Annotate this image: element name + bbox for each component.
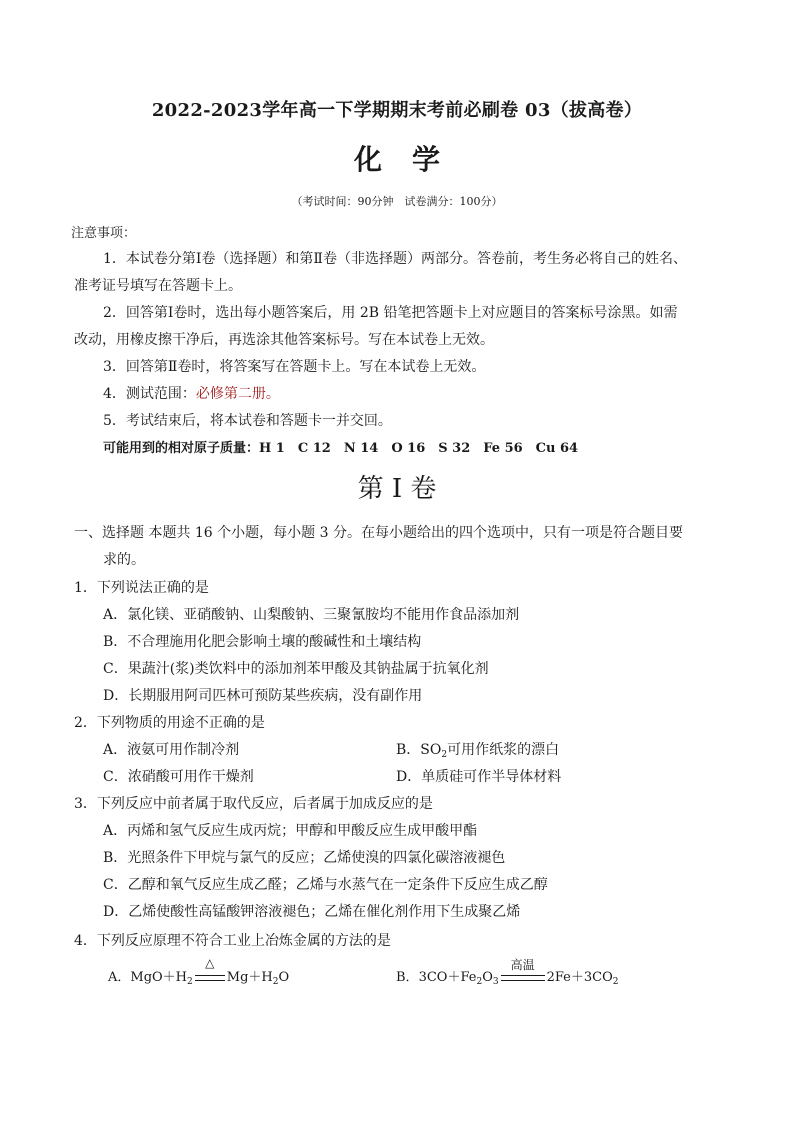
note-item-1-line-2: 准考证号填写在答题卡上。 bbox=[74, 278, 242, 294]
question-4-option-b bbox=[396, 958, 619, 987]
equation-b-equals bbox=[501, 975, 545, 981]
section-intro-line-1: 一、选择题 本题共 16 个小题，每小题 3 分。在每小题给出的四个选项中，只有一项是符合题目要 bbox=[74, 525, 683, 541]
question-3-option-a: A．丙烯和氢气反应生成丙烷；甲醇和甲酸反应生成甲酸甲酯 bbox=[103, 823, 478, 839]
high-temperature-condition: 高温 bbox=[510, 958, 535, 972]
test-scope: 必修第二册。 bbox=[195, 386, 280, 402]
equation-b-products: 2Fe＋3CO bbox=[546, 970, 613, 985]
equation-a-products: Mg＋H bbox=[226, 970, 273, 985]
note-item-2-line-2: 改动，用橡皮擦干净后，再选涂其他答案标号。写在本试卷上无效。 bbox=[74, 332, 494, 348]
question-2-option-b-text: 可用作纸浆的漂白 bbox=[447, 742, 560, 758]
question-2-option-d: D．单质硅可作半导体材料 bbox=[396, 769, 562, 785]
equation-b-reactants: 3CO＋Fe bbox=[418, 970, 477, 985]
question-3-option-b: B．光照条件下甲烷与氯气的反应；乙烯使溴的四氯化碳溶液褪色 bbox=[103, 850, 506, 866]
question-1-option-b: B．不合理施用化肥会影响土壤的酸碱性和土壤结构 bbox=[103, 634, 422, 650]
equation-a-equals bbox=[195, 975, 225, 981]
equation-b-subscript-1: 2 bbox=[476, 977, 483, 987]
question-4-stem: 4．下列反应原理不符合工业上冶炼金属的方法的是 bbox=[74, 933, 391, 949]
equation-a-reactants: MgO＋H bbox=[130, 970, 188, 985]
subject-title: 化学 bbox=[353, 143, 470, 176]
question-2-option-c: C．浓硝酸可用作干燥剂 bbox=[103, 769, 254, 785]
note-item-4-prefix: 4．测试范围： bbox=[103, 386, 196, 402]
question-2-option-b-subscript: 2 bbox=[441, 750, 448, 760]
note-item-4 bbox=[103, 383, 280, 403]
equation-a-product-subscript: 2 bbox=[272, 977, 279, 987]
note-item-1-line-1: 1．本试卷分第Ⅰ卷（选择题）和第Ⅱ卷（非选择题）两部分。答卷前，考生务必将自己的姓名、 bbox=[103, 251, 687, 267]
equation-a-products-tail: O bbox=[278, 970, 290, 985]
question-3-stem: 3．下列反应中前者属于取代反应，后者属于加成反应的是 bbox=[74, 796, 433, 812]
note-item-3: 3．回答第Ⅱ卷时，将答案写在答题卡上。写在本试卷上无效。 bbox=[103, 359, 486, 375]
question-1-option-d: D．长期服用阿司匹林可预防某些疾病，没有副作用 bbox=[103, 688, 423, 704]
question-4-option-a-label: A． bbox=[108, 970, 131, 985]
section-intro-line-2: 求的。 bbox=[103, 552, 145, 568]
equation-a-arrow bbox=[193, 956, 227, 985]
exam-title: 2022-2023学年高一下学期期末考前必刷卷 03（拔高卷） bbox=[151, 100, 643, 121]
question-2-option-b-prefix: B．SO bbox=[396, 742, 442, 758]
question-2-stem: 2．下列物质的用途不正确的是 bbox=[74, 715, 265, 731]
notes-heading: 注意事项： bbox=[71, 226, 137, 241]
section-title: 第 I 卷 bbox=[357, 474, 437, 504]
heat-symbol: △ bbox=[205, 956, 215, 970]
equation-b-subscript-2: 3 bbox=[492, 977, 499, 987]
question-1-option-c: C．果蔬汁(浆)类饮料中的添加剂苯甲酸及其钠盐属于抗氧化剂 bbox=[103, 661, 489, 677]
note-item-5: 5．考试结束后，将本试卷和答题卡一并交回。 bbox=[103, 413, 392, 429]
equation-b-arrow bbox=[499, 958, 547, 985]
equation-b-reactants-tail: O bbox=[482, 970, 493, 985]
equation-a-reactant-subscript: 2 bbox=[187, 977, 193, 987]
question-2-option-a: A．液氨可用作制冷剂 bbox=[103, 742, 240, 758]
question-3-option-d: D．乙烯使酸性高锰酸钾溶液褪色；乙烯在催化剂作用下生成聚乙烯 bbox=[103, 904, 521, 920]
note-item-2-line-1: 2．回答第Ⅰ卷时，选出每小题答案后，用 2B 铅笔把答题卡上对应题目的答案标号涂黑。如需 bbox=[103, 305, 678, 321]
exam-time-info: （考试时间：90分钟 试卷满分：100分） bbox=[291, 195, 503, 208]
question-2-option-b bbox=[396, 739, 559, 759]
question-1-stem: 1．下列说法正确的是 bbox=[74, 580, 209, 596]
question-3-option-c: C．乙醇和氧气反应生成乙醛；乙烯与水蒸气在一定条件下反应生成乙醇 bbox=[103, 877, 548, 893]
question-4-option-a bbox=[108, 956, 290, 987]
atomic-mass-line: 可能用到的相对原子质量：H 1 C 12 N 14 O 16 S 32 Fe 56 Cu 64 bbox=[103, 441, 579, 456]
question-1-option-a: A．氯化镁、亚硝酸钠、山梨酸钠、三聚氰胺均不能用作食品添加剂 bbox=[103, 607, 520, 623]
equation-b-product-subscript: 2 bbox=[612, 977, 619, 987]
question-4-option-b-label: B． bbox=[396, 970, 419, 985]
